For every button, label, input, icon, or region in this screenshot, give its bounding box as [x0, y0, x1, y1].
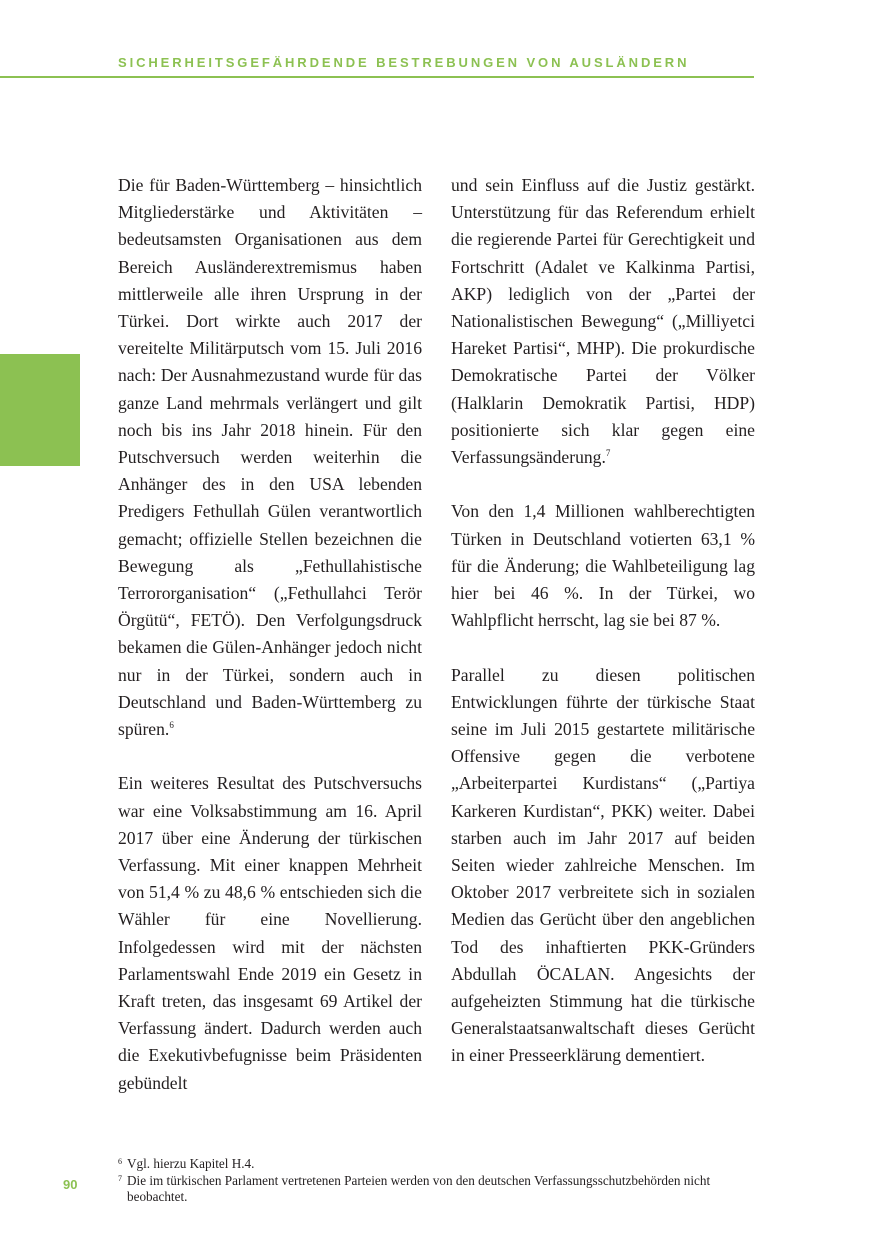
right-column [451, 172, 755, 1097]
paragraph: Ein weiteres Resultat des Putschversuchs war eine Volksabstimmung am 16. April 2017 über eine Änderung der türkischen Verfassung. Mit einer knappen Mehrheit von 51,4 % zu 48,6 % entschieden sich die Wähler für eine Novellierung. Infolgedessen wird mit der nächsten Parlamentswahl Ende 2019 ein Gesetz in Kraft treten, das insgesamt 69 Artikel der Verfassung ändert. Dadurch werden auch die Exekutivbefugnisse beim Präsidenten gebündelt [118, 773, 422, 1093]
footnote [118, 1173, 758, 1206]
footnote-ref[interactable]: 7 [605, 448, 611, 459]
footnote-mark: 6 [118, 1157, 122, 1166]
paragraph: Die für Baden-Württemberg – hinsichtlich Mitgliederstärke und Aktivitäten – bedeutsamsten Organisationen aus dem Bereich Ausländerextremismus haben mittlerweile alle ihren Ursprung in der Türkei. Dort wirkte auch 2017 der vereitelte Militärputsch vom 15. Juli 2016 nach: Der Ausnahmezustand wurde für das ganze Land mehrmals verlängert und gilt noch bis ins Jahr 2018 hinein. Für den Putschversuch werden weiterhin die Anhänger des in den USA lebenden Predigers Fethullah Gülen verantwortlich gemacht; offizielle Stellen bezeichnen die Bewegung als „Fethullahistische Terrororganisation“ („Fethullahci Terör Örgütü“, FETÖ). Den Verfolgungsdruck bekamen die Gülen-Anhänger jedoch nicht nur in der Türkei, sondern auch in Deutschland und Baden-Württemberg zu spüren.$^6$ [118, 175, 422, 740]
header-rule [0, 76, 754, 78]
footnote-text: Die im türkischen Parlament vertretenen Parteien werden von den deutschen Verfassungsschutzbehörden nicht beobachtet. [127, 1172, 711, 1204]
paragraph: Von den 1,4 Millionen wahlberechtigten Türken in Deutschland votierten 63,1 % für die Änderung; die Wahlbeteiligung lag hier bei 46 %. In der Türkei, wo Wahlpflicht herrscht, lag sie bei 87 %. [451, 501, 755, 631]
chapter-tab [0, 354, 80, 466]
footnotes [118, 1156, 758, 1206]
footnote-mark: 7 [118, 1173, 122, 1183]
footnote-text: Vgl. hierzu Kapitel H.4. [127, 1156, 255, 1171]
footnote-ref[interactable]: 6 [169, 720, 174, 731]
page-number: 90 [63, 1177, 78, 1192]
paragraph: Parallel zu diesen politischen Entwicklungen führte der türkische Staat seine im Juli 2015 gestartete militärische Offensive gegen die verbotene „Arbeiterpartei Kurdistans“ („Partiya Karkeren Kurdistan“, PKK) weiter. Dabei starben auch im Jahr 2017 auf beiden Seiten wieder zahlreiche Menschen. Im Oktober 2017 verbreitete sich in sozialen Medien das Gerücht über den angeblichen Tod des inhaftierten PKK-Gründers Abdullah ÖCALAN. Angesichts der aufgeheizten Stimmung hat die türkische Generalstaatsanwaltschaft dieses Gerücht in einer Presseerklärung dementiert. [451, 664, 755, 1066]
paragraph: und sein Einfluss auf die Justiz gestärkt. Unterstützung für das Referendum erhielt die regierende Partei für Gerechtigkeit und Fortschritt (Adalet ve Kalkinma Partisi, AKP) lediglich von der „Partei der Nationalistischen Bewegung“ („Milliyetci Hareket Partisi“, MHP). Die prokurdische Demokratische Partei der Völker (Halklarin Demokratik Partisi, HDP) positionierte sich klar gegen eine Verfassungsänderung.$^7$ [451, 175, 755, 468]
footnote [118, 1156, 758, 1173]
running-header: SICHERHEITSGEFÄHRDENDE BESTREBUNGEN VON AUSLÄNDERN [118, 55, 690, 70]
left-column [118, 172, 422, 1124]
